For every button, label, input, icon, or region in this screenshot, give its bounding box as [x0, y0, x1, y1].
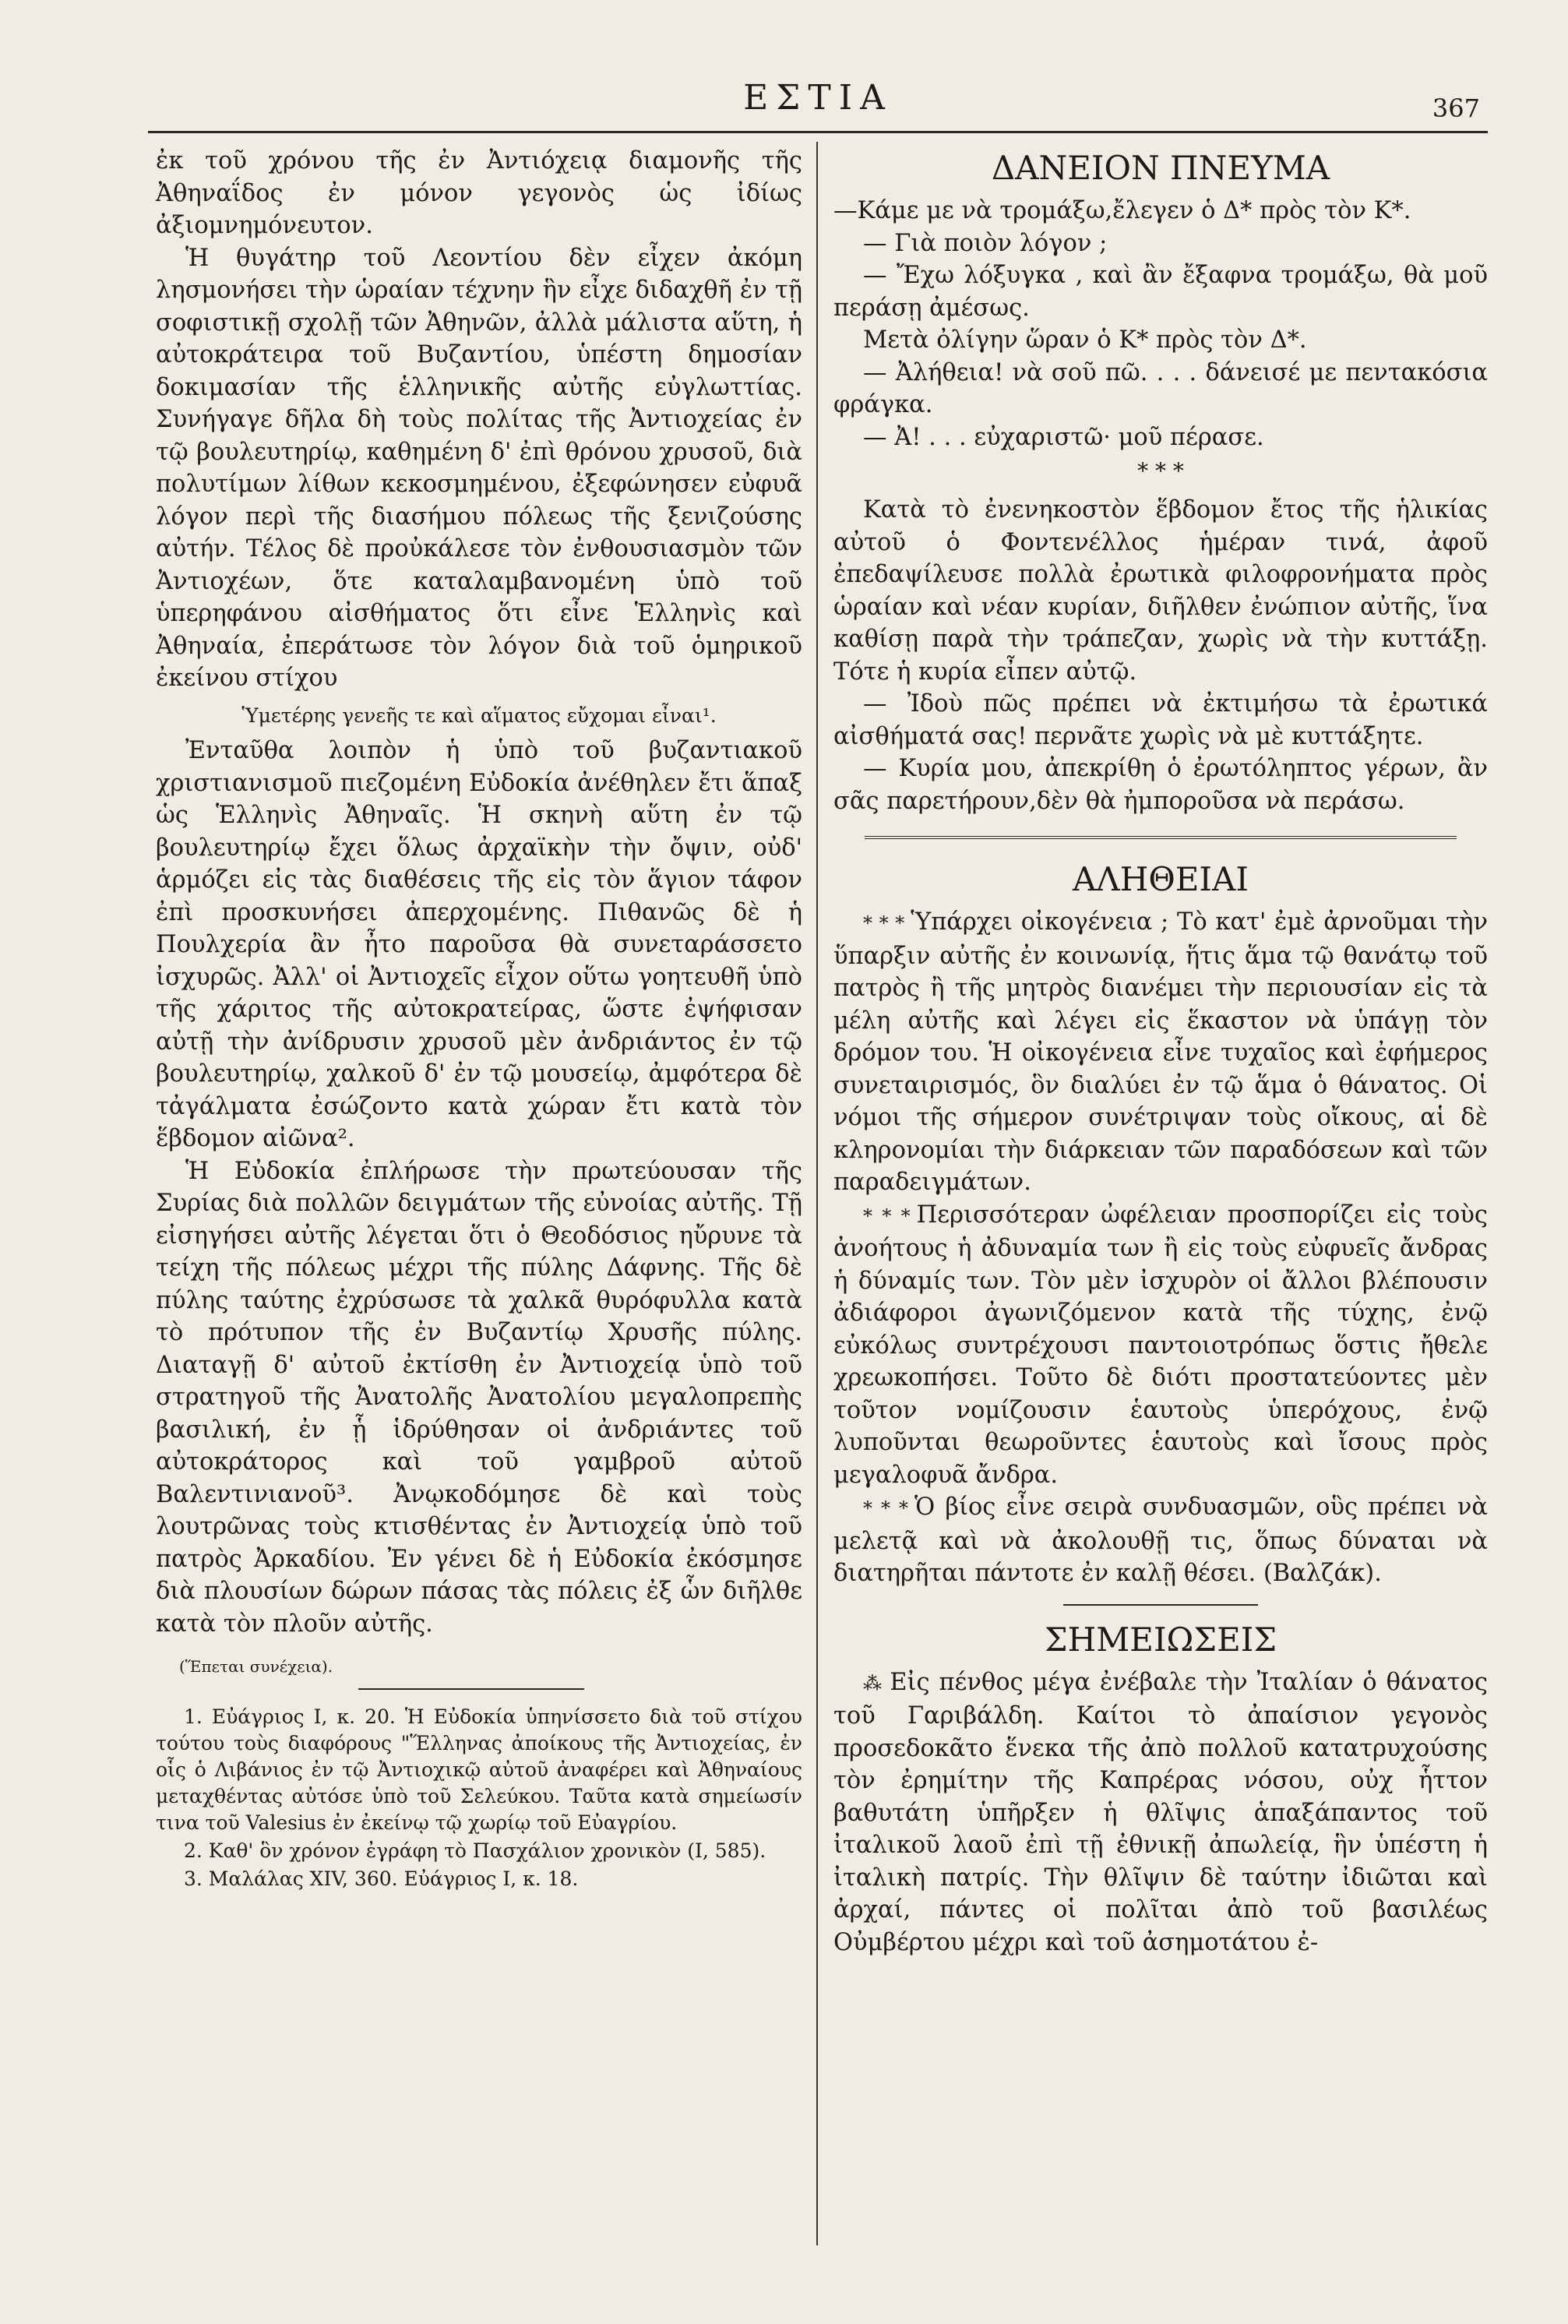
asterism: ⁂ [863, 1672, 884, 1695]
footnote: 2. Καθ' ὃν χρόνον ἐγράφη τὸ Πασχάλιον χρονικὸν (I, 585). [184, 1839, 766, 1862]
footnote: 3. Μαλάλας XIV, 360. Εὐάγριος I, κ. 18. [184, 1867, 579, 1890]
paragraph: Κατὰ τὸ ἐνενηκοστὸν ἕβδομον ἔτος τῆς ἡλικίας αὐτοῦ ὁ Φοντενέλλος ἡμέραν τινά, ἀφοῦ ἐπεδαψίλευσε πολλὰ ἐρωτικὰ φιλοφρονήματα πρὸς ὡραίαν καὶ νέαν κυρίαν, διῆλθεν ἐνώπιον αὐτῆς, ἵνα καθίσῃ παρὰ τὴν τράπεζαν, χωρὶς νὰ τὴν κυττάξῃ. Τότε ἡ κυρία εἶπεν αὐτῷ. [833, 496, 1488, 686]
journal-title: ΕΣΤΙΑ [743, 78, 893, 118]
section-title: ΔΑΝΕΙΟΝ ΠΝΕΥΜΑ [991, 149, 1330, 187]
left-column [156, 145, 802, 1894]
paragraph [833, 1199, 1488, 1492]
right-column [833, 145, 1488, 1959]
paragraph-text: Εἰς πένθος μέγα ἐνέβαλε τὴν Ἰταλίαν ὁ θάνατος τοῦ Γαριβάλδη. Καίτοι τὸ ἀπαίσιον γεγονὸς προσεδοκᾶτο ἕνεκα τῆς ἀπὸ πολλοῦ κατατρυχούσης τὸν ἐρημίτην τῆς Καπρέρας νόσου, οὐχ ἧττον βαθυτάτη ὑπῆρξεν ἡ θλῖψις ἁπαξάπαντος τοῦ ἰταλικοῦ λαοῦ ἐπὶ τῇ ἐθνικῇ ἀπωλείᾳ, ἣν ὑπέστη ἡ ἰταλικὴ πατρίς. Τὴν θλῖψιν δὲ ταύτην ἰδιῶται καὶ ἀρχαί, πάντες οἱ πολῖται ἀπὸ τοῦ βασιλέως Οὐμβέρτου μέχρι καὶ τοῦ ἀσημοτάτου ἐ- [833, 1668, 1488, 1956]
header-rule [148, 131, 1488, 133]
paragraph: — Ἰδοὺ πῶς πρέπει νὰ ἐκτιμήσω τὰ ἐρωτικά αἰσθήματά σας! περνᾶτε χωρὶς νὰ μὲ κυττάξητε. [833, 690, 1488, 750]
continued-note: (Ἕπεται συνέχεια). [179, 1657, 333, 1676]
paragraph-text: Ὑπάρχει οἰκογένεια ; Τὸ κατ' ἐμὲ ἀρνοῦμαι τὴν ὕπαρξιν αὐτῆς ἐν κοινωνίᾳ, ἥτις ἅμα τῷ θανάτῳ τοῦ πατρὸς ἢ τῆς μητρὸς διανέμει τὴν περιουσίαν εἰς τὰ μέλη αὐτῆς καὶ λέγει εἰς ἕκαστον νὰ ὑπάγῃ τὸν δρόμον του. Ἡ οἰκογένεια εἶνε τυχαῖος καὶ ἐφήμερος συνεταιρισμός, ὃν διαλύει ἐν τῷ ἅμα ὁ θάνατος. Οἱ νόμοι τῆς σήμερον συνέτριψαν τοὺς οἴκους, αἱ δὲ κληρονομίαι τὴν διάρκειαν τῶν παραδόσεων καὶ τῶν παραδειγμάτων. [833, 908, 1488, 1196]
dialogue-line: — Ἔχω λόξυγκα , καὶ ἂν ἔξαφνα τρομάξω, θὰ μοῦ περάσῃ ἀμέσως. [833, 262, 1488, 322]
page-header [148, 62, 1488, 125]
page-number: 367 [1432, 93, 1480, 123]
dialogue-line: — Ἀλήθεια! νὰ σοῦ πῶ. . . . δάνεισέ με πεντακόσια φράγκα. [833, 358, 1488, 418]
paragraph [833, 906, 1488, 1199]
footnotes [156, 1704, 802, 1892]
paragraph-text: Ὁ βίος εἶνε σειρὰ συνδυασμῶν, οὓς πρέπει νὰ μελετᾷ καὶ νὰ ἀκολουθῇ τις, ὅπως δύναται νὰ διατηρῆται πάντοτε ἐν καλῇ θέσει. (Βαλζάκ). [833, 1493, 1488, 1587]
asterism: * * * [863, 912, 905, 934]
dialogue-line: Μετὰ ὀλίγην ὥραν ὁ Κ* πρὸς τὸν Δ*. [863, 326, 1307, 354]
dialogue-line: — Γιὰ ποιὸν λόγον ; [863, 229, 1108, 257]
footnote: 1. Εὐάγριος Ι, κ. 20. Ἡ Εὐδοκία ὑπηνίσσετο διὰ τοῦ στίχου τούτου τοὺς διαφόρους "Ἕλληνας ἀποίκους τῆς Ἀντιοχείας, ἐν οἷς ὁ Λιβάνιος ἐν τῷ Ἀντιοχικῷ αὐτοῦ ἀναφέρει καὶ Ἀθηναίους μεταχθέντας αὐτόσε ὑπὸ τοῦ Σελεύκου. Ταῦτα κατὰ σημείωσίν τινα τοῦ Valesius ἐν ἐκείνῳ τῷ χωρίῳ τοῦ Εὐαγρίου. [156, 1705, 802, 1834]
paragraph: — Κυρία μου, ἀπεκρίθη ὁ ἐρωτόληπτος γέρων, ἂν σᾶς παρετήρουν,δὲν θὰ ἠμποροῦσα νὰ περάσω. [833, 755, 1488, 815]
asterism: * * * [863, 1497, 909, 1519]
homeric-quote: Ὑμετέρης γενεῆς τε καὶ αἵματος εὔχομαι εἶναι¹. [241, 704, 717, 727]
paragraph: ἐκ τοῦ χρόνου τῆς ἐν Ἀντιόχειᾳ διαμονῆς τῆς Ἀθηναΐδος ἐν μόνον γεγονὸς ὡς ἰδίως ἀξιομνημόνευτον. [156, 147, 802, 239]
paragraph [833, 1666, 1488, 1959]
paragraph: Ἡ θυγάτηρ τοῦ Λεοντίου δὲν εἶχεν ἀκόμη λησμονήσει τὴν ὡραίαν τέχνην ἣν εἶχε διδαχθῆ ἐν τῇ σοφιστικῇ σχολῇ τῶν Ἀθηνῶν, ἀλλὰ μάλιστα αὕτη, ἡ αὐτοκράτειρα τοῦ Βυζαντίου, ὑπέστη δημοσίαν δοκιμασίαν τῆς ἑλληνικῆς αὐτῆς εὐγλωττίας. Συνήγαγε δῆλα δὴ τοὺς πολίτας τῆς Ἀντιοχείας ἐν τῷ βουλευτηρίῳ, καθημένη δ' ἐπὶ θρόνου χρυσοῦ, διὰ πολυτίμων λίθων κεκοσμημένου, ἐξεφώνησεν εὐφυᾶ λόγον περὶ τῆς διασήμου πόλεως τῆς ξενιζούσης αὐτήν. Τέλος δὲ προὐκάλεσε τὸν ἐνθουσιασμὸν τῶν Ἀντιοχέων, ὅτε καταλαμβανομένη ὑπὸ τοῦ ὑπερηφάνου αἰσθήματος ὅτι εἶνε Ἑλληνὶς καὶ Ἀθηναία, ἐπεράτωσε τὸν λόγον διὰ τοῦ ὁμηρικοῦ ἐκείνου στίχου [156, 244, 802, 692]
footnote-rule [358, 1688, 584, 1690]
dialogue-line: — Ἀ! . . . εὐχαριστῶ· μοῦ πέρασε. [863, 423, 1264, 451]
section-title: ΑΛΗΘΕΙΑΙ [1073, 860, 1249, 898]
section-rule [1063, 1604, 1258, 1606]
asterism: * * * [863, 1204, 911, 1227]
section-rule [865, 836, 1457, 842]
section-title: ΣΗΜΕΙΩΣΕΙΣ [1044, 1620, 1277, 1659]
dialogue-line: —Κάμε με νὰ τρομάξω,ἔλεγεν ὁ Δ* πρὸς τὸν Κ*. [833, 197, 1411, 224]
paragraph-text: Περισσότεραν ὠφέλειαν προσπορίζει εἰς τοὺς ἀνοήτους ἡ ἀδυναμία των ἢ εἰς τοὺς εὐφυεῖς ἄνδρας ἡ δύναμίς των. Τὸν μὲν ἰσχυρὸν οἱ ἄλλοι βλέπουσιν ἀδιάφοροι ἀγωνιζόμενον κατὰ τῆς τύχης, ἐνῷ εὐκόλως συντρέχουσι παντοιοτρόπως ὅστις ἤθελε χρεωκοπήσει. Τοῦτο δὲ διότι προστατεύοντες μὲν τοῦτον νομίζουσιν ἑαυτοὺς ὑπερόχους, ἐνῷ λυποῦνται θεωροῦντες ἑαυτοὺς καὶ ἴσους πρὸς μεγαλοφυᾶ ἄνδρα. [833, 1201, 1488, 1489]
column-divider [816, 142, 818, 2245]
paragraph [833, 1491, 1488, 1590]
asterism: * * * [1137, 458, 1184, 484]
paragraph: Ἡ Εὐδοκία ἐπλήρωσε τὴν πρωτεύουσαν τῆς Συρίας διὰ πολλῶν δειγμάτων τῆς εὐνοίας αὐτῆς. Τῇ εἰσηγήσει αὐτῆς λέγεται ὅτι ὁ Θεοδόσιος ηὔρυνε τὰ τείχη τῆς πόλεως μέχρι τῆς πύλης Δάφνης. Τῆς δὲ πύλης ταύτης ἐχρύσωσε τὰ χαλκᾶ θυρόφυλλα κατὰ τὸ πρότυπον τῆς ἐν Βυζαντίῳ Χρυσῆς πύλης. Διαταγῇ δ' αὐτοῦ ἐκτίσθη ἐν Ἀντιοχείᾳ ὑπὸ τοῦ στρατηγοῦ τῆς Ἀνατολῆς Ἀνατολίου μεγαλοπρεπὴς βασιλική, ἐν ᾗ ἱδρύθησαν οἱ ἀνδριάντες τοῦ αὐτοκράτορος καὶ τοῦ γαμβροῦ αὐτοῦ Βαλεντινιανοῦ³. Ἀνῳκοδόμησε δὲ καὶ τοὺς λουτρῶνας τοὺς κτισθέντας ἐν Ἀντιοχείᾳ ὑπὸ τοῦ πατρὸς Ἀρκαδίου. Ἐν γένει δὲ ἡ Εὐδοκία ἐκόσμησε διὰ πλουσίων δώρων πάσας τὰς πόλεις ἐξ ὧν διῆλθε κατὰ τὸν πλοῦν αὐτῆς. [156, 1157, 802, 1638]
paragraph: Ἐνταῦθα λοιπὸν ἡ ὑπὸ τοῦ βυζαντιακοῦ χριστιανισμοῦ πιεζομένη Εὐδοκία ἀνέθηλεν ἔτι ἅπαξ ὡς Ἑλληνὶς Ἀθηναῖς. Ἡ σκηνὴ αὕτη ἐν τῷ βουλευτηρίῳ ἔχει ὅλως ἀρχαϊκὴν τὴν ὄψιν, οὐδ' ἁρμόζει εἰς τὰς διαθέσεις τῆς εἰς τὸν ἅγιον τάφον ἐπὶ προσκυνήσει ἀπερχομένης. Πιθανῶς δὲ ἡ Πουλχερία ἂν ἦτο παροῦσα θὰ συνεταράσσετο ἰσχυρῶς. Ἀλλ' οἱ Ἀντιοχεῖς εἶχον οὕτω γοητευθῆ ὑπὸ τῆς χάριτος τῆς αὐτοκρατείρας, ὥστε ἐψήφισαν αὐτῇ τὴν ἀνίδρυσιν χρυσοῦ μὲν ἀνδριάντος ἐν τῷ βουλευτηρίῳ, χαλκοῦ δ' ἐν τῷ μουσείῳ, ἀμφότερα δὲ τἀγάλματα ἐσώζοντο κατὰ χώραν ἔτι κατὰ τὸν ἕβδομον αἰῶνα². [156, 737, 802, 1152]
